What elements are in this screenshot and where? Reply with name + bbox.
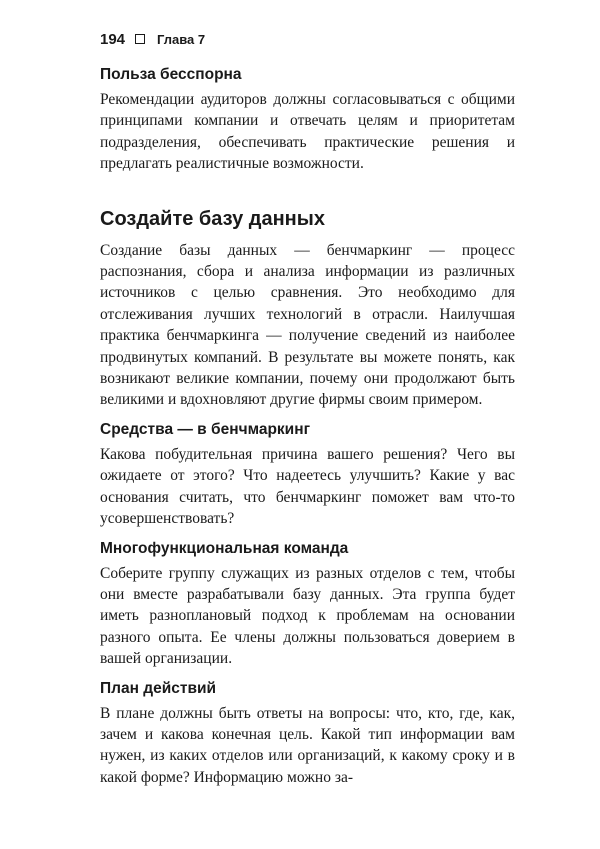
page-number: 194 xyxy=(100,30,126,48)
book-page xyxy=(100,28,515,788)
section-title: Создайте базу данных xyxy=(100,207,325,230)
chapter-label: Глава 7 xyxy=(157,31,206,47)
section-paragraph: Какова побудительная причина вашего решения? Чего вы ожидаете от этого? Что надеетесь улучшить? Какие у вас основания считать, что бенчмаркинг поможет вам что-то усовершенствовать? xyxy=(100,445,515,528)
section-paragraph: Соберите группу служащих из разных отделов с тем, чтобы они вместе разрабатывали базу данных. Эта группа будет иметь разноплановый подход к проблемам на основании разного опыта. Ее члены должны пользоваться доверием в вашей организации. xyxy=(100,564,515,668)
section-heading: Многофункциональная команда xyxy=(100,539,349,557)
section-heading: План действий xyxy=(100,679,217,697)
section-paragraph: Создание базы данных — бенчмаркинг — процесс распознания, сбора и анализа информации из различных источников с целью сравнения. Это необходимо для отслеживания лучших технологий в отрасли. Наилучшая практика бенчмаркинга — получение сведений из наиболее продвинутых компаний. В результате вы можете понять, как возникают великие компании, почему они продолжают быть великими и вдохновляют другие фирмы своим примером. xyxy=(100,241,515,409)
section-paragraph: Рекомендации аудиторов должны согласовываться с общими принципами компании и отвечать целям и приоритетам подразделения, обеспечивать практические решения и предлагать реалистичные возможности. xyxy=(100,91,515,173)
section-heading: Польза бесспорна xyxy=(100,66,242,83)
square-bullet-icon xyxy=(135,34,145,44)
section-paragraph: В плане должны быть ответы на вопросы: что, кто, где, как, зачем и какова конечная цель. Какой тип информации вам нужен, из каких отделов или организаций, к какому сроку и в какой форме? Информацию можно за- xyxy=(100,704,515,786)
running-head xyxy=(100,28,515,50)
section-heading: Средства — в бенчмаркинг xyxy=(100,420,311,438)
